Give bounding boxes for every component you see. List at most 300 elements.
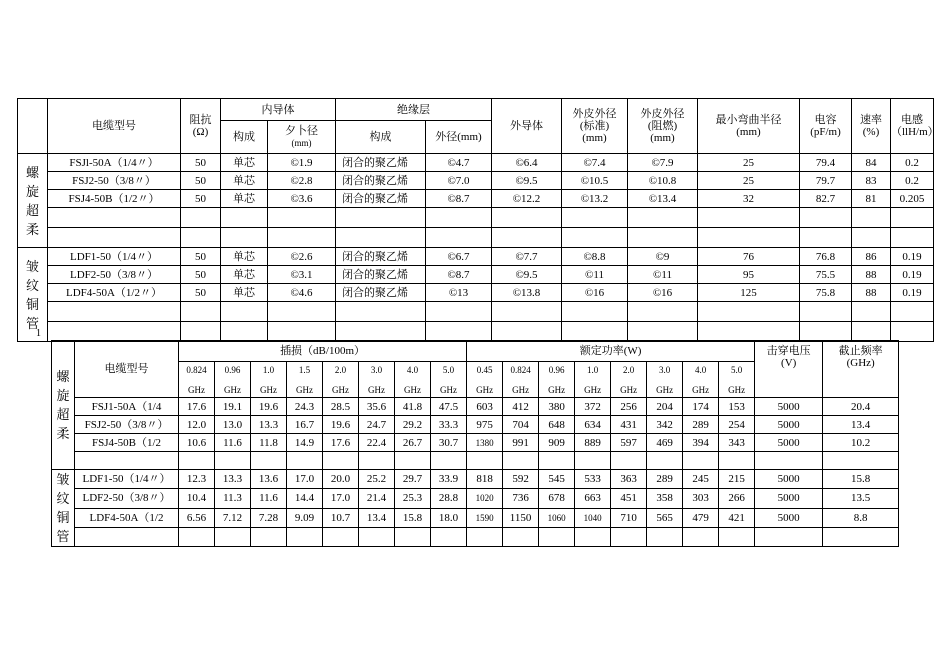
table-row	[52, 508, 899, 527]
empty-cell	[467, 527, 503, 546]
empty-cell	[683, 452, 719, 470]
loss-freq-header	[179, 362, 215, 398]
group-header	[18, 99, 48, 154]
table-cell: ©7.4	[562, 154, 628, 172]
power-cell: 597	[611, 434, 647, 452]
table-row	[52, 470, 899, 489]
empty-cell	[823, 452, 899, 470]
empty-cell	[492, 322, 562, 342]
group-char: 皱	[56, 472, 70, 487]
empty-cell	[628, 228, 698, 248]
power-cell: 710	[611, 508, 647, 527]
cutoff-cell: 20.4	[823, 398, 899, 416]
power-cell: 736	[503, 489, 539, 508]
power-cell: 153	[719, 398, 755, 416]
empty-cell	[268, 322, 336, 342]
power-cell: 431	[611, 416, 647, 434]
empty-cell	[336, 302, 426, 322]
table-cell: 82.7	[800, 190, 852, 208]
empty-cell	[426, 322, 492, 342]
empty-cell	[562, 302, 628, 322]
table-row	[52, 398, 899, 416]
empty-cell	[181, 208, 221, 228]
group-char: 旋	[56, 388, 70, 403]
table-cell: ©4.7	[426, 154, 492, 172]
empty-cell	[181, 228, 221, 248]
empty-cell	[698, 322, 800, 342]
table-cell: 86	[852, 248, 891, 266]
empty-cell	[562, 322, 628, 342]
table-cell: 50	[181, 248, 221, 266]
freq-value: 1.5	[298, 364, 311, 375]
table-cell: 闭合的聚乙烯	[336, 190, 426, 208]
group-label-spiral	[18, 154, 48, 248]
freq-value: 1.0	[262, 364, 275, 375]
loss-cell: 35.6	[359, 398, 395, 416]
table-cell: 0.2	[891, 154, 934, 172]
empty-row	[18, 302, 934, 322]
loss-cell: 20.0	[323, 470, 359, 489]
loss-cell: 41.8	[395, 398, 431, 416]
group-char: 皱	[25, 258, 39, 274]
power-cell: 358	[647, 489, 683, 508]
power-freq-header	[719, 362, 755, 398]
freq-unit: GHz	[260, 384, 277, 395]
loss-cell: 16.7	[287, 416, 323, 434]
empty-cell	[539, 527, 575, 546]
freq-unit: GHz	[512, 384, 530, 395]
power-cell: 394	[683, 434, 719, 452]
empty-cell	[323, 452, 359, 470]
power-cell: 1020	[467, 489, 503, 508]
empty-cell	[800, 322, 852, 342]
loss-cell: 17.6	[323, 434, 359, 452]
table-cell: ©13.4	[628, 190, 698, 208]
freq-unit: GHz	[656, 384, 674, 395]
power-cell: 909	[539, 434, 575, 452]
table-row	[52, 434, 899, 452]
loss-cell: 13.0	[215, 416, 251, 434]
power-freq-header	[683, 362, 719, 398]
empty-cell	[755, 527, 823, 546]
empty-cell	[800, 208, 852, 228]
empty-cell	[698, 302, 800, 322]
loss-cell: 13.3	[215, 470, 251, 489]
empty-cell	[395, 527, 431, 546]
empty-cell	[891, 302, 934, 322]
empty-cell	[575, 527, 611, 546]
loss-cell: 13.6	[251, 470, 287, 489]
table-cell: ©9.5	[492, 266, 562, 284]
loss-cell: 7.28	[251, 508, 287, 527]
table-row	[52, 489, 899, 508]
empty-cell	[48, 302, 181, 322]
table-cell: ©8.7	[426, 190, 492, 208]
power-cell: 254	[719, 416, 755, 434]
empty-cell	[698, 228, 800, 248]
empty-cell	[628, 322, 698, 342]
empty-cell	[221, 228, 268, 248]
empty-cell	[221, 208, 268, 228]
power-cell: 603	[467, 398, 503, 416]
cutoff-cell: 13.4	[823, 416, 899, 434]
loss-freq-header	[287, 362, 323, 398]
cutoff-frequency-header: 截止频率 (GHz)	[823, 341, 899, 398]
loss-cell: 11.6	[251, 489, 287, 508]
power-cell: 991	[503, 434, 539, 452]
empty-cell	[395, 452, 431, 470]
table-cell: 81	[852, 190, 891, 208]
loss-cell: 17.6	[179, 398, 215, 416]
table-cell: 50	[181, 154, 221, 172]
loss-cell: 19.1	[215, 398, 251, 416]
table-cell: 0.19	[891, 266, 934, 284]
table-cell: ©13.8	[492, 284, 562, 302]
cutoff-cell: 10.2	[823, 434, 899, 452]
freq-unit: GHz	[476, 384, 494, 395]
table-cell: ©7.7	[492, 248, 562, 266]
table-cell: 0.2	[891, 172, 934, 190]
model-cell: FSJ1-50A（1/4	[75, 398, 179, 416]
table-cell: 76.8	[800, 248, 852, 266]
loss-cell: 11.8	[251, 434, 287, 452]
table-cell: 76	[698, 248, 800, 266]
empty-cell	[48, 228, 181, 248]
empty-cell	[251, 527, 287, 546]
loss-cell: 25.2	[359, 470, 395, 489]
table-cell: 闭合的聚乙烯	[336, 266, 426, 284]
power-cell: 266	[719, 489, 755, 508]
table-cell: 0.205	[891, 190, 934, 208]
freq-value: 3.0	[658, 364, 671, 375]
empty-cell	[562, 208, 628, 228]
group-char: 管	[56, 529, 70, 544]
loss-cell: 33.3	[431, 416, 467, 434]
power-cell: 533	[575, 470, 611, 489]
empty-cell	[698, 208, 800, 228]
inner-struct-header: 构成	[221, 121, 268, 154]
loss-cell: 13.4	[359, 508, 395, 527]
empty-cell	[503, 527, 539, 546]
power-freq-header	[647, 362, 683, 398]
freq-value: 2.0	[334, 364, 347, 375]
table-cell: FSJ4-50B（1/2〃）	[48, 190, 181, 208]
table-cell: 闭合的聚乙烯	[336, 154, 426, 172]
group-char: 超	[25, 202, 39, 218]
empty-cell	[336, 228, 426, 248]
empty-cell	[221, 302, 268, 322]
capacitance-header: 电容 (pF/m)	[800, 99, 852, 154]
group-char: 超	[56, 407, 70, 422]
table-cell: 0.19	[891, 284, 934, 302]
empty-cell	[426, 302, 492, 322]
loss-cell: 19.6	[251, 398, 287, 416]
table-cell: 50	[181, 172, 221, 190]
power-cell: 289	[683, 416, 719, 434]
loss-cell: 10.4	[179, 489, 215, 508]
empty-cell	[800, 302, 852, 322]
empty-cell	[426, 208, 492, 228]
freq-value: 4.0	[406, 364, 419, 375]
loss-cell: 14.9	[287, 434, 323, 452]
group-char: 柔	[25, 221, 39, 237]
empty-cell	[647, 452, 683, 470]
empty-cell	[75, 452, 179, 470]
group-char: 纹	[25, 277, 39, 293]
table-cell: ©9	[628, 248, 698, 266]
empty-cell	[359, 452, 395, 470]
empty-row	[18, 322, 934, 342]
group-char: 铜	[56, 510, 70, 525]
model-cell: FSJ2-50（3/8〃）	[75, 416, 179, 434]
ins-od-header: 外径(mm)	[426, 121, 492, 154]
empty-cell	[467, 452, 503, 470]
freq-value: 0.824	[510, 364, 531, 375]
power-freq-header	[503, 362, 539, 398]
freq-unit: GHz	[332, 384, 349, 395]
empty-cell	[755, 452, 823, 470]
table-cell: ©16	[628, 284, 698, 302]
loss-cell: 11.6	[215, 434, 251, 452]
table-cell: ©13	[426, 284, 492, 302]
empty-cell	[628, 208, 698, 228]
empty-cell	[628, 302, 698, 322]
empty-cell	[852, 228, 891, 248]
voltage-cell: 5000	[755, 470, 823, 489]
table-cell: 25	[698, 172, 800, 190]
table-cell: 83	[852, 172, 891, 190]
loss-cell: 28.5	[323, 398, 359, 416]
voltage-cell: 5000	[755, 416, 823, 434]
freq-value: 2.0	[622, 364, 635, 375]
empty-cell	[852, 302, 891, 322]
empty-cell	[852, 208, 891, 228]
table-row	[18, 284, 934, 302]
inner-od-header: 夕卜径 (mm)	[268, 121, 336, 154]
table-cell: ©7.0	[426, 172, 492, 190]
table-cell: 单芯	[221, 154, 268, 172]
empty-cell	[268, 208, 336, 228]
table-cell: ©6.7	[426, 248, 492, 266]
table-cell: 50	[181, 190, 221, 208]
loss-cell: 17.0	[287, 470, 323, 489]
table-cell: 0.19	[891, 248, 934, 266]
rated-power-header: 额定功率(W)	[467, 341, 755, 362]
power-cell: 1590	[467, 508, 503, 527]
table-cell: ©3.6	[268, 190, 336, 208]
freq-value: 0.824	[186, 364, 207, 375]
power-cell: 343	[719, 434, 755, 452]
group-char: 螺	[56, 369, 70, 384]
table-cell: 125	[698, 284, 800, 302]
table-row	[18, 190, 934, 208]
power-cell: 592	[503, 470, 539, 489]
table-cell: ©13.2	[562, 190, 628, 208]
impedance-header: 阻抗 (Ω)	[181, 99, 221, 154]
model-header-2: 电缆型号	[75, 341, 179, 398]
empty-row	[18, 228, 934, 248]
table-row	[18, 248, 934, 266]
power-cell: 663	[575, 489, 611, 508]
empty-cell	[647, 527, 683, 546]
table-cell: 50	[181, 284, 221, 302]
loss-cell: 21.4	[359, 489, 395, 508]
table-cell: 75.8	[800, 284, 852, 302]
table-cell: ©1.9	[268, 154, 336, 172]
table-cell: ©3.1	[268, 266, 336, 284]
power-cell: 174	[683, 398, 719, 416]
table-cell: ©9.5	[492, 172, 562, 190]
loss-cell: 12.0	[179, 416, 215, 434]
empty-cell	[891, 208, 934, 228]
empty-cell	[215, 452, 251, 470]
group-char: 纹	[56, 491, 70, 506]
empty-cell	[48, 322, 181, 342]
empty-cell	[719, 452, 755, 470]
table-cell: 单芯	[221, 284, 268, 302]
table-cell: ©10.5	[562, 172, 628, 190]
table-cell: 32	[698, 190, 800, 208]
empty-cell	[431, 452, 467, 470]
table-cell: 79.4	[800, 154, 852, 172]
insulation-header: 绝缘层	[336, 99, 492, 121]
freq-value: 5.0	[442, 364, 455, 375]
empty-cell	[492, 228, 562, 248]
empty-cell	[215, 527, 251, 546]
empty-cell	[823, 527, 899, 546]
table-row	[18, 172, 934, 190]
power-cell: 634	[575, 416, 611, 434]
model-cell: LDF1-50（1/4〃）	[75, 470, 179, 489]
ins-struct-header: 构成	[336, 121, 426, 154]
cable-performance-table	[51, 340, 899, 547]
loss-cell: 7.12	[215, 508, 251, 527]
model-cell: LDF4-50A（1/2	[75, 508, 179, 527]
voltage-cell: 5000	[755, 489, 823, 508]
power-cell: 975	[467, 416, 503, 434]
table-cell: ©2.6	[268, 248, 336, 266]
velocity-header: 速率 (%)	[852, 99, 891, 154]
table-row	[18, 266, 934, 284]
loss-freq-header	[395, 362, 431, 398]
power-freq-header	[467, 362, 503, 398]
loss-cell: 25.3	[395, 489, 431, 508]
table-cell: 单芯	[221, 172, 268, 190]
loss-cell: 14.4	[287, 489, 323, 508]
empty-cell	[251, 452, 287, 470]
empty-cell	[431, 527, 467, 546]
empty-row	[18, 208, 934, 228]
table-cell: ©12.2	[492, 190, 562, 208]
table-cell: ©16	[562, 284, 628, 302]
empty-cell	[503, 452, 539, 470]
empty-cell	[221, 322, 268, 342]
empty-cell	[852, 322, 891, 342]
table-cell: 单芯	[221, 266, 268, 284]
power-cell: 1060	[539, 508, 575, 527]
group-char: 螺	[25, 164, 39, 180]
loss-freq-header	[359, 362, 395, 398]
table-cell: ©11	[628, 266, 698, 284]
insertion-loss-header: 插损（dB/100m）	[179, 341, 467, 362]
table-cell: 79.7	[800, 172, 852, 190]
power-cell: 704	[503, 416, 539, 434]
table-cell: ©8.7	[426, 266, 492, 284]
loss-cell: 29.7	[395, 470, 431, 489]
group-char: 旋	[25, 183, 39, 199]
loss-cell: 24.7	[359, 416, 395, 434]
power-freq-header	[611, 362, 647, 398]
table-cell: 闭合的聚乙烯	[336, 172, 426, 190]
loss-cell: 11.3	[215, 489, 251, 508]
empty-row	[52, 452, 899, 470]
table-cell: ©7.9	[628, 154, 698, 172]
power-cell: 380	[539, 398, 575, 416]
group-char: 柔	[56, 426, 70, 441]
loss-cell: 19.6	[323, 416, 359, 434]
freq-value: 0.45	[476, 364, 493, 375]
freq-value: 4.0	[694, 364, 707, 375]
power-cell: 372	[575, 398, 611, 416]
loss-cell: 13.3	[251, 416, 287, 434]
loss-cell: 29.2	[395, 416, 431, 434]
empty-cell	[179, 452, 215, 470]
freq-unit: GHz	[728, 384, 746, 395]
loss-freq-header	[323, 362, 359, 398]
empty-cell	[611, 452, 647, 470]
freq-value: 3.0	[370, 364, 383, 375]
cutoff-cell: 13.5	[823, 489, 899, 508]
power-cell: 678	[539, 489, 575, 508]
power-cell: 204	[647, 398, 683, 416]
group-char: 管	[25, 315, 39, 331]
power-cell: 889	[575, 434, 611, 452]
freq-value: 5.0	[731, 364, 743, 375]
empty-cell	[268, 228, 336, 248]
power-cell: 545	[539, 470, 575, 489]
table-cell: LDF1-50（1/4〃）	[48, 248, 181, 266]
table-cell: 75.5	[800, 266, 852, 284]
freq-unit: GHz	[692, 384, 710, 395]
loss-cell: 47.5	[431, 398, 467, 416]
empty-cell	[891, 322, 934, 342]
group-char: 铜	[25, 296, 39, 312]
freq-unit: GHz	[224, 384, 241, 395]
group-label-corrugated	[52, 470, 75, 547]
empty-cell	[426, 228, 492, 248]
table-cell: ©4.6	[268, 284, 336, 302]
loss-cell: 15.8	[395, 508, 431, 527]
power-cell: 303	[683, 489, 719, 508]
table-cell: 50	[181, 266, 221, 284]
cutoff-cell: 8.8	[823, 508, 899, 527]
table-cell: 88	[852, 284, 891, 302]
loss-freq-header	[431, 362, 467, 398]
empty-cell	[336, 322, 426, 342]
table-cell: ©6.4	[492, 154, 562, 172]
empty-cell	[683, 527, 719, 546]
loss-cell: 18.0	[431, 508, 467, 527]
table-cell: ©8.8	[562, 248, 628, 266]
model-header: 电缆型号	[48, 99, 181, 154]
empty-cell	[539, 452, 575, 470]
cutoff-cell: 15.8	[823, 470, 899, 489]
table-cell: LDF4-50A（1/2〃）	[48, 284, 181, 302]
power-cell: 245	[683, 470, 719, 489]
power-cell: 648	[539, 416, 575, 434]
power-cell: 215	[719, 470, 755, 489]
inductance-header: 电感 （llH/m）	[891, 99, 934, 154]
